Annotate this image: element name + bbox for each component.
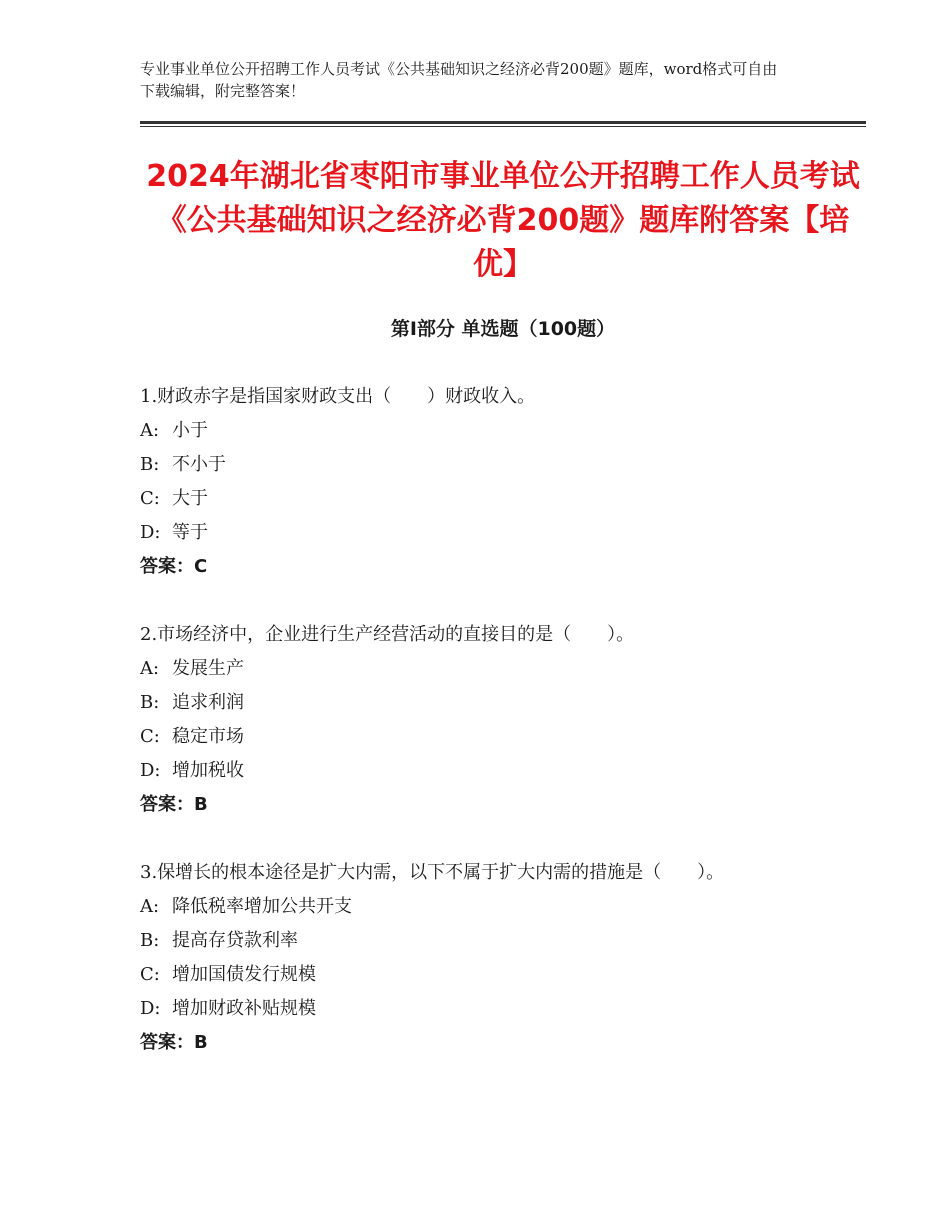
question-text: 3.保增长的根本途径是扩大内需，以下不属于扩大内需的措施是（ ）。: [140, 862, 725, 883]
option-d: [140, 754, 780, 788]
option-d: [140, 992, 780, 1026]
option-letter: B:: [140, 454, 160, 475]
option-text: 等于: [172, 522, 208, 543]
option-text: 小于: [172, 420, 208, 441]
question-3: [140, 856, 780, 1060]
option-text: 降低税率增加公共开支: [172, 896, 352, 917]
option-b: [140, 924, 780, 958]
option-letter: C:: [140, 488, 160, 509]
option-text: 增加国债发行规模: [172, 964, 316, 985]
document-title: 2024年湖北省枣阳市事业单位公开招聘工作人员考试《公共基础知识之经济必背200题》题库附答案【培优】: [146, 159, 860, 282]
option-b: [140, 686, 780, 720]
header-note: 专业事业单位公开招聘工作人员考试《公共基础知识之经济必背200题》题库，word格式可自由下载编辑，附完整答案！: [140, 60, 778, 100]
question-text: 2.市场经济中，企业进行生产经营活动的直接目的是（ ）。: [140, 624, 635, 645]
option-text: 稳定市场: [172, 726, 244, 747]
option-letter: A:: [140, 420, 160, 441]
option-text: 增加财政补贴规模: [172, 998, 316, 1019]
option-b: [140, 448, 780, 482]
option-letter: A:: [140, 658, 160, 679]
option-letter: D:: [140, 760, 161, 781]
option-a: [140, 652, 780, 686]
option-text: 大于: [172, 488, 208, 509]
header-rule-thin: [140, 126, 866, 127]
option-c: [140, 958, 780, 992]
option-text: 发展生产: [172, 658, 244, 679]
question-text: 1.财政赤字是指国家财政支出（ ）财政收入。: [140, 386, 536, 407]
answer-line: 答案：B: [140, 1032, 208, 1053]
question-2: [140, 618, 780, 822]
header-rule-thick: [140, 121, 866, 124]
option-letter: B:: [140, 692, 160, 713]
option-letter: A:: [140, 896, 160, 917]
option-letter: C:: [140, 964, 160, 985]
question-list: [140, 380, 780, 1094]
answer-line: 答案：B: [140, 794, 208, 815]
question-1: [140, 380, 780, 584]
option-text: 提高存贷款利率: [172, 930, 298, 951]
option-letter: B:: [140, 930, 160, 951]
option-a: [140, 890, 780, 924]
answer-line: 答案：C: [140, 556, 208, 577]
option-letter: C:: [140, 726, 160, 747]
option-d: [140, 516, 780, 550]
option-c: [140, 720, 780, 754]
section-title: 第Ⅰ部分 单选题（100题）: [390, 318, 616, 340]
option-c: [140, 482, 780, 516]
option-letter: D:: [140, 998, 161, 1019]
option-letter: D:: [140, 522, 161, 543]
option-text: 增加税收: [172, 760, 244, 781]
option-text: 追求利润: [172, 692, 244, 713]
option-a: [140, 414, 780, 448]
option-text: 不小于: [172, 454, 226, 475]
